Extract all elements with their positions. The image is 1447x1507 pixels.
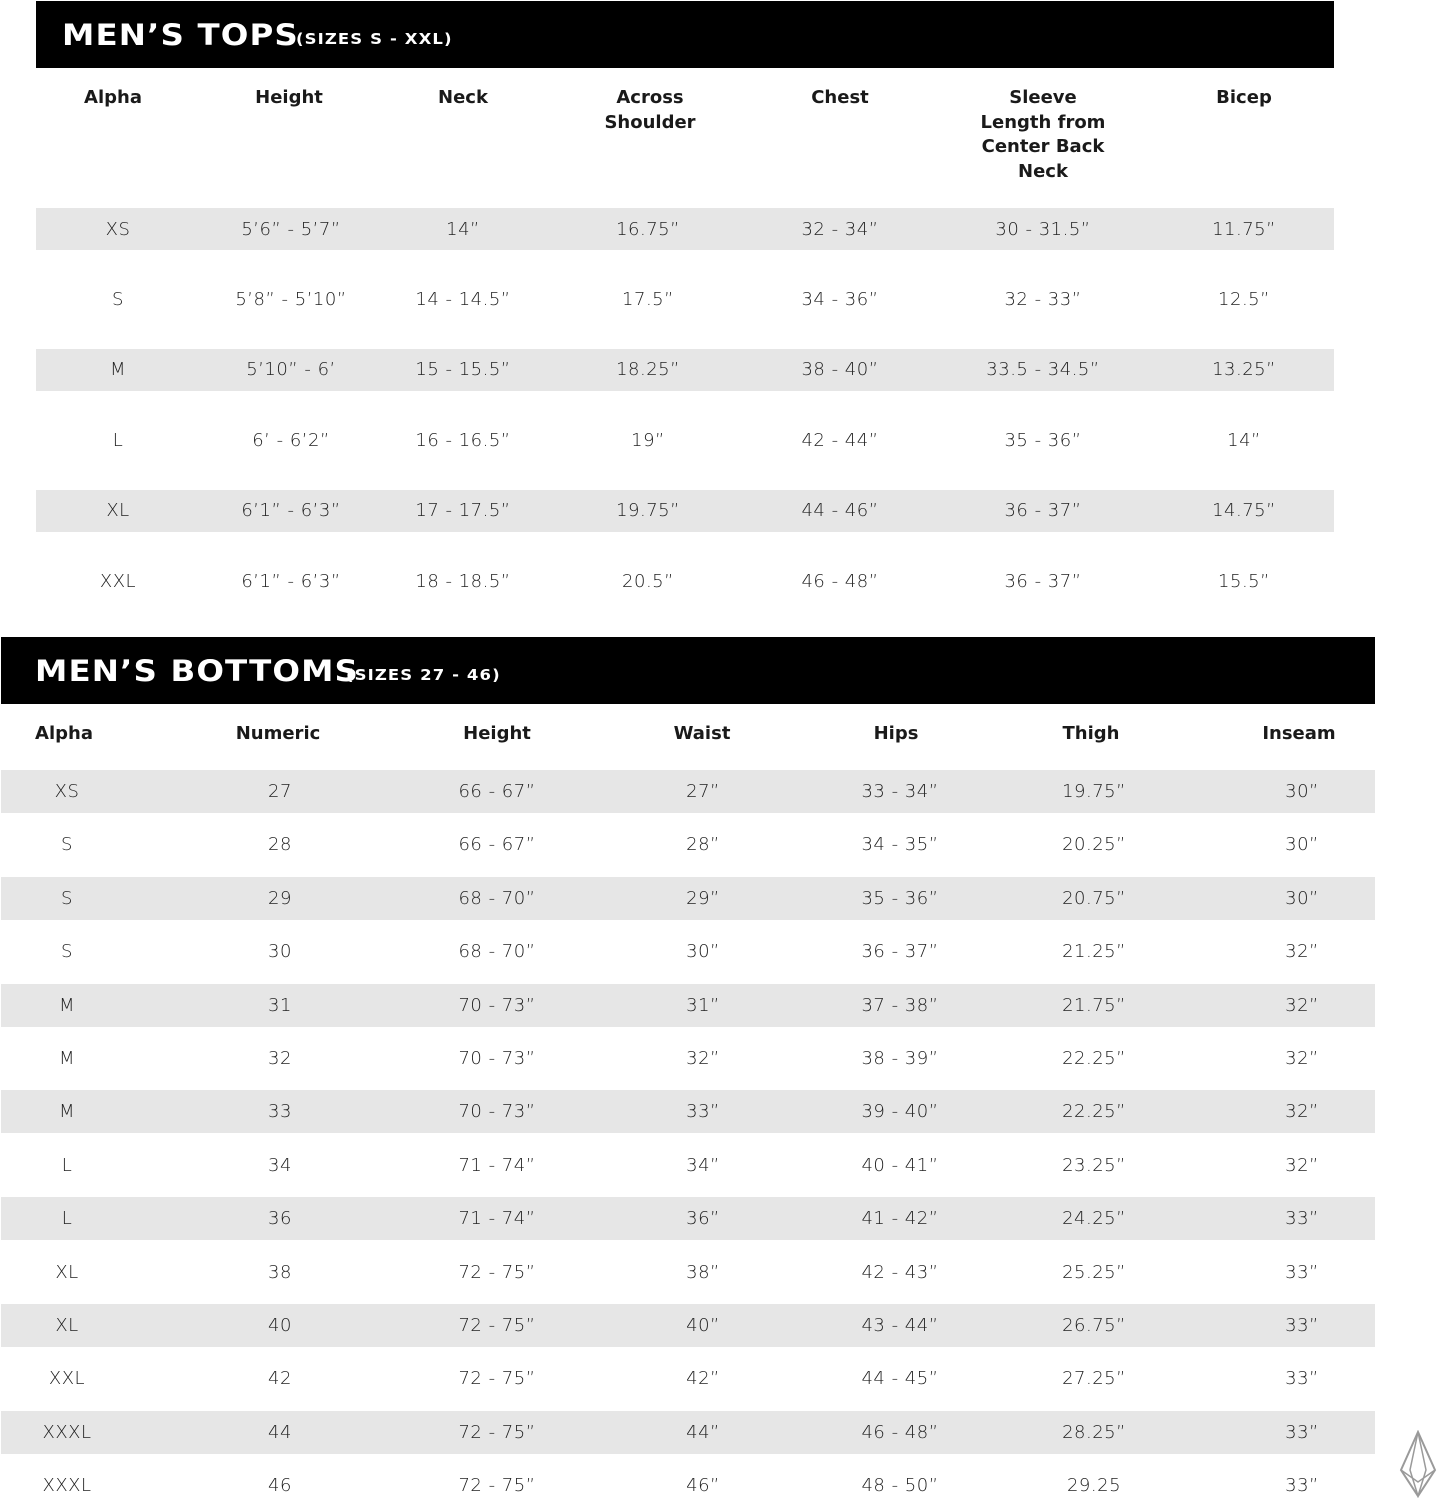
table-cell: XS — [105, 218, 131, 240]
column-header: Chest — [811, 87, 869, 108]
table-cell: 71 - 74” — [458, 1154, 536, 1176]
table-cell: 6’ - 6’2” — [252, 429, 330, 451]
table-cell: 42 - 44” — [801, 429, 879, 451]
table-cell: 70 - 73” — [458, 1048, 536, 1069]
table-cell: 30” — [1285, 834, 1319, 856]
table-cell: 19.75” — [616, 500, 680, 522]
table-cell: 33” — [1285, 1208, 1319, 1230]
table-cell: 66 - 67” — [458, 834, 536, 856]
table-cell: 32” — [1285, 994, 1319, 1016]
table-cell: 46 - 48” — [861, 1421, 939, 1443]
table-cell: 32” — [1285, 1154, 1319, 1176]
column-header: Alpha — [84, 87, 142, 108]
table-cell: 16.75” — [616, 218, 680, 240]
table-row — [1, 1251, 1375, 1294]
table-cell: 33.5 - 34.5” — [986, 359, 1100, 381]
table-cell: 23.25” — [1062, 1154, 1126, 1176]
column-header: Numeric — [235, 723, 321, 744]
bottoms-banner — [1, 637, 1375, 704]
table-cell: 20.5” — [622, 570, 674, 592]
table-cell: 33 — [268, 1101, 292, 1123]
table-cell: M — [58, 1048, 76, 1069]
table-cell: S — [61, 834, 73, 856]
table-cell: 11.75” — [1212, 218, 1276, 240]
table-cell: 30 — [268, 941, 292, 963]
table-cell: 33” — [1285, 1368, 1319, 1390]
column-header: Hips — [873, 723, 919, 744]
column-header: Across Shoulder — [604, 87, 696, 133]
column-header: Thigh — [1062, 723, 1120, 744]
table-cell: XXL — [99, 570, 137, 592]
table-cell: 32” — [1285, 1048, 1319, 1069]
table-cell: 46” — [686, 1475, 720, 1497]
table-cell: 34 - 36” — [801, 288, 879, 310]
table-cell: 32 - 34” — [801, 218, 879, 240]
table-cell: 70 - 73” — [458, 994, 536, 1016]
table-cell: 44 — [268, 1421, 292, 1443]
table-cell: S — [61, 941, 73, 963]
table-row — [36, 208, 1334, 250]
table-cell: 28” — [686, 834, 720, 856]
table-cell: 22.25” — [1062, 1048, 1126, 1069]
table-cell: 46 — [268, 1475, 292, 1497]
table-cell: 32” — [686, 1048, 720, 1069]
table-cell: 44” — [686, 1421, 720, 1443]
column-header: Neck — [438, 87, 488, 108]
table-cell: 42 - 43” — [861, 1261, 939, 1283]
table-row — [1, 984, 1375, 1027]
table-cell: 35 - 36” — [1004, 429, 1082, 451]
table-cell: 18 - 18.5” — [415, 570, 511, 592]
table-cell: 31 — [268, 994, 292, 1016]
table-cell: 6’1” - 6’3” — [241, 500, 341, 522]
table-cell: 38 — [268, 1261, 292, 1283]
table-cell: 48 - 50” — [861, 1475, 939, 1497]
table-cell: 44 - 45” — [861, 1368, 939, 1390]
table-cell: 14 - 14.5” — [415, 288, 511, 310]
table-cell: 21.75” — [1062, 994, 1126, 1016]
table-cell: 12.5” — [1218, 288, 1270, 310]
table-cell: 33” — [1285, 1421, 1319, 1443]
table-cell: 15.5” — [1218, 570, 1270, 592]
table-cell: 13.25” — [1212, 359, 1276, 381]
table-cell: 28.25” — [1062, 1421, 1126, 1443]
column-header: Sleeve Length from Center Back Neck — [980, 87, 1106, 182]
table-cell: 72 - 75” — [458, 1315, 536, 1336]
tops-title: MEN’S TOPS — [62, 17, 299, 52]
table-cell: 42 — [268, 1368, 292, 1390]
table-cell: 34” — [686, 1154, 720, 1176]
table-cell: 38 - 39” — [861, 1048, 939, 1069]
table-cell: L — [61, 1154, 73, 1176]
table-cell: 72 - 75” — [458, 1421, 536, 1443]
table-row — [1, 1357, 1375, 1400]
table-row — [1, 770, 1375, 813]
table-row — [1, 1144, 1375, 1187]
table-cell: 36 - 37” — [861, 941, 939, 963]
table-cell: L — [112, 429, 124, 451]
table-cell: 38” — [686, 1261, 720, 1283]
table-cell: 32” — [1285, 1101, 1319, 1123]
table-cell: 46 - 48” — [801, 570, 879, 592]
table-cell: 5’6” - 5’7” — [241, 218, 341, 240]
table-cell: S — [112, 288, 124, 310]
table-cell: 41 - 42” — [861, 1208, 939, 1230]
table-cell: 68 - 70” — [458, 887, 536, 909]
table-row — [1, 877, 1375, 920]
table-cell: 20.75” — [1062, 887, 1126, 909]
table-row — [36, 349, 1334, 391]
table-cell: 14” — [446, 218, 480, 240]
table-cell: 31” — [686, 994, 720, 1016]
table-row — [1, 1411, 1375, 1454]
table-cell: 17.5” — [622, 288, 674, 310]
tops-subtitle: (SIZES S - XXL) — [295, 30, 453, 48]
table-row — [1, 1464, 1375, 1507]
table-cell: 29” — [686, 887, 720, 909]
table-cell: 30” — [1285, 781, 1319, 802]
table-cell: 26.75” — [1062, 1315, 1126, 1336]
table-cell: 18.25” — [616, 359, 680, 381]
table-cell: 29.25 — [1066, 1475, 1122, 1497]
table-cell: 27 — [268, 781, 292, 802]
table-cell: 15 - 15.5” — [415, 359, 511, 381]
table-cell: 44 - 46” — [801, 500, 879, 522]
table-cell: 42” — [686, 1368, 720, 1390]
table-cell: XXXL — [42, 1421, 92, 1443]
table-cell: 70 - 73” — [458, 1101, 536, 1123]
table-cell: 30 - 31.5” — [995, 218, 1091, 240]
table-cell: 22.25” — [1062, 1101, 1126, 1123]
table-cell: 68 - 70” — [458, 941, 536, 963]
table-cell: 21.25” — [1062, 941, 1126, 963]
table-cell: S — [61, 887, 73, 909]
table-cell: 30” — [686, 941, 720, 963]
table-cell: 14.75” — [1212, 500, 1276, 522]
table-cell: M — [58, 994, 76, 1016]
table-cell: 36 — [268, 1208, 292, 1230]
table-cell: 29 — [268, 887, 292, 909]
table-cell: 33 - 34” — [861, 781, 939, 802]
table-cell: 66 - 67” — [458, 781, 536, 802]
table-row — [36, 490, 1334, 532]
table-cell: 40 — [268, 1315, 292, 1336]
table-cell: 27.25” — [1062, 1368, 1126, 1390]
table-cell: 43 - 44” — [861, 1315, 939, 1336]
column-header: Waist — [673, 723, 731, 744]
table-cell: 72 - 75” — [458, 1368, 536, 1390]
table-cell: 28 — [268, 834, 292, 856]
volcom-stone-logo-icon — [1398, 1430, 1438, 1498]
table-cell: 27” — [686, 781, 720, 802]
table-cell: 40” — [686, 1315, 720, 1336]
table-cell: 25.25” — [1062, 1261, 1126, 1283]
table-cell: XS — [54, 781, 80, 802]
table-cell: 35 - 36” — [861, 887, 939, 909]
table-cell: 5’10” - 6’ — [246, 359, 336, 381]
table-row — [36, 278, 1334, 320]
table-cell: 20.25” — [1062, 834, 1126, 856]
column-header: Height — [255, 87, 323, 108]
table-row — [1, 1090, 1375, 1133]
table-cell: 17 - 17.5” — [415, 500, 511, 522]
table-cell: XL — [55, 1315, 79, 1336]
table-cell: 36” — [686, 1208, 720, 1230]
table-cell: 37 - 38” — [861, 994, 939, 1016]
table-cell: 19” — [631, 429, 665, 451]
table-row — [1, 1037, 1375, 1080]
table-cell: 33” — [1285, 1475, 1319, 1497]
table-cell: L — [61, 1208, 73, 1230]
table-cell: 16 - 16.5” — [415, 429, 511, 451]
table-cell: M — [58, 1101, 76, 1123]
table-cell: 34 — [268, 1154, 292, 1176]
table-cell: 39 - 40” — [861, 1101, 939, 1123]
table-cell: 33” — [1285, 1261, 1319, 1283]
table-cell: M — [109, 359, 127, 381]
table-row — [36, 560, 1334, 602]
table-cell: 19.75” — [1062, 781, 1126, 802]
column-header: Bicep — [1216, 87, 1272, 108]
table-cell: 5’8” - 5’10” — [235, 288, 347, 310]
table-row — [1, 1304, 1375, 1347]
table-cell: XL — [106, 500, 130, 522]
table-cell: 6’1” - 6’3” — [241, 570, 341, 592]
tops-banner — [36, 1, 1334, 68]
table-cell: 24.25” — [1062, 1208, 1126, 1230]
table-cell: 40 - 41” — [861, 1154, 939, 1176]
table-row — [1, 823, 1375, 866]
table-cell: XXXL — [42, 1475, 92, 1497]
table-cell: 33” — [1285, 1315, 1319, 1336]
table-cell: 72 - 75” — [458, 1261, 536, 1283]
table-cell: 71 - 74” — [458, 1208, 536, 1230]
table-cell: 32” — [1285, 941, 1319, 963]
table-cell: 33” — [686, 1101, 720, 1123]
table-cell: 32 — [268, 1048, 292, 1069]
table-cell: 36 - 37” — [1004, 570, 1082, 592]
table-row — [36, 419, 1334, 461]
table-cell: 72 - 75” — [458, 1475, 536, 1497]
bottoms-subtitle: (SIZES 27 - 46) — [346, 666, 502, 684]
table-cell: XXL — [48, 1368, 86, 1390]
table-row — [1, 1197, 1375, 1240]
table-cell: 30” — [1285, 887, 1319, 909]
table-cell: XL — [55, 1261, 79, 1283]
table-cell: 36 - 37” — [1004, 500, 1082, 522]
column-header: Alpha — [35, 723, 93, 744]
bottoms-title: MEN’S BOTTOMS — [35, 653, 360, 688]
column-header: Height — [463, 723, 531, 744]
table-cell: 38 - 40” — [801, 359, 879, 381]
table-cell: 32 - 33” — [1004, 288, 1082, 310]
table-cell: 14” — [1227, 429, 1261, 451]
column-header: Inseam — [1262, 723, 1336, 744]
table-row — [1, 930, 1375, 973]
table-cell: 34 - 35” — [861, 834, 939, 856]
